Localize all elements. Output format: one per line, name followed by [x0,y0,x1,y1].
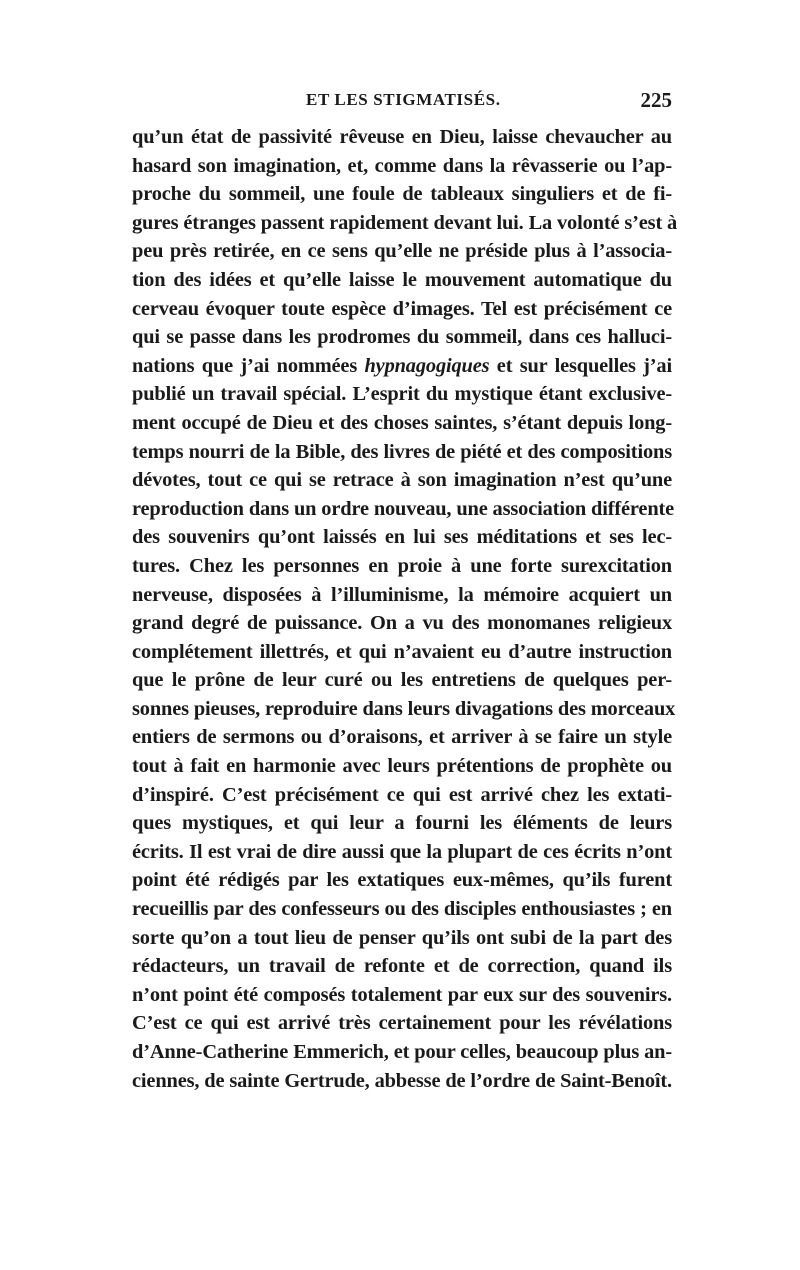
text-line: ment occupé de Dieu et des choses saintes, s’étant depuis long- [132,411,672,434]
text-line: que le prône de leur curé ou les entretiens de quelques per- [132,669,672,692]
text-line: dévotes, tout ce qui se retrace à son imagination n’est qu’une [132,469,672,492]
page-number: 225 [640,88,672,112]
text-line: nerveuse, disposées à l’illuminisme, la mémoire acquiert un [132,583,672,606]
text-line: des souvenirs qu’ont laissés en lui ses méditations et ses lec- [132,526,672,549]
text-segment: et sur lesquelles j’ai [489,354,672,377]
text-line: entiers de sermons ou d’oraisons, et arriver à se faire un style [132,726,672,749]
text-line: qu’un état de passivité rêveuse en Dieu, laisse chevaucher au [132,126,672,148]
text-line: tion des idées et qu’elle laisse le mouvement automatique du [132,268,672,291]
text-line: cerveau évoquer toute espèce d’images. Tel est précisément ce [132,297,672,320]
text-line: qui se passe dans les prodromes du sommeil, dans ces halluci- [132,326,672,349]
text-line: sonnes pieuses, reproduire dans leurs divagations des morceaux [132,697,676,720]
text-line: complétement illettrés, et qui n’avaient eu d’autre instruction [132,640,672,663]
text-line: écrits. Il est vrai de dire aussi que la plupart de ces écrits n’ont [132,840,672,863]
text-line: gures étranges passent rapidement devant lui. La volonté s’est à [132,211,678,234]
page-header [132,88,672,118]
text-line: C’est ce qui est arrivé très certainement pour les révélations [132,1012,672,1035]
text-line: publié un travail spécial. L’esprit du mystique étant exclusive- [132,383,672,406]
text-line [132,352,672,381]
body-text [132,123,678,1095]
text-line: tures. Chez les personnes en proie à une forte surexcitation [132,554,672,577]
text-line: recueillis par des confesseurs ou des disciples enthousiastes ; en [132,898,672,921]
italic-term: hypnagogiques [364,354,490,377]
text-line: n’ont point été composés totalement par eux sur des souvenirs. [132,983,672,1006]
text-line: ciennes, de sainte Gertrude, abbesse de l’ordre de Saint-Benoît. [132,1069,672,1092]
text-line: temps nourri de la Bible, des livres de piété et des compositions [132,440,672,463]
text-line: d’inspiré. C’est précisément ce qui est arrivé chez les extati- [132,783,672,806]
text-segment: nations que j’ai nommées [132,354,365,377]
text-line: tout à fait en harmonie avec leurs prétentions de prophète ou [132,755,672,778]
text-line: proche du sommeil, une foule de tableaux singuliers et de fi- [132,183,672,206]
text-line: peu près retirée, en ce sens qu’elle ne préside plus à l’associa- [132,240,672,263]
text-line: d’Anne-Catherine Emmerich, et pour celles, beaucoup plus an- [132,1041,672,1063]
text-line: hasard son imagination, et, comme dans la rêvasserie ou l’ap- [132,154,672,177]
text-line: ques mystiques, et qui leur a fourni les éléments de leurs [132,812,672,835]
text-line: sorte qu’on a tout lieu de penser qu’ils ont subi de la part des [132,926,672,949]
text-line: point été rédigés par les extatiques eux-mêmes, qu’ils furent [132,869,672,892]
text-line: reproduction dans un ordre nouveau, une association différente [132,497,675,520]
text-line: rédacteurs, un travail de refonte et de correction, quand ils [132,955,672,978]
text-line: grand degré de puissance. On a vu des monomanes religieux [132,612,672,635]
running-head: ET LES STIGMATISÉS. [306,90,501,109]
